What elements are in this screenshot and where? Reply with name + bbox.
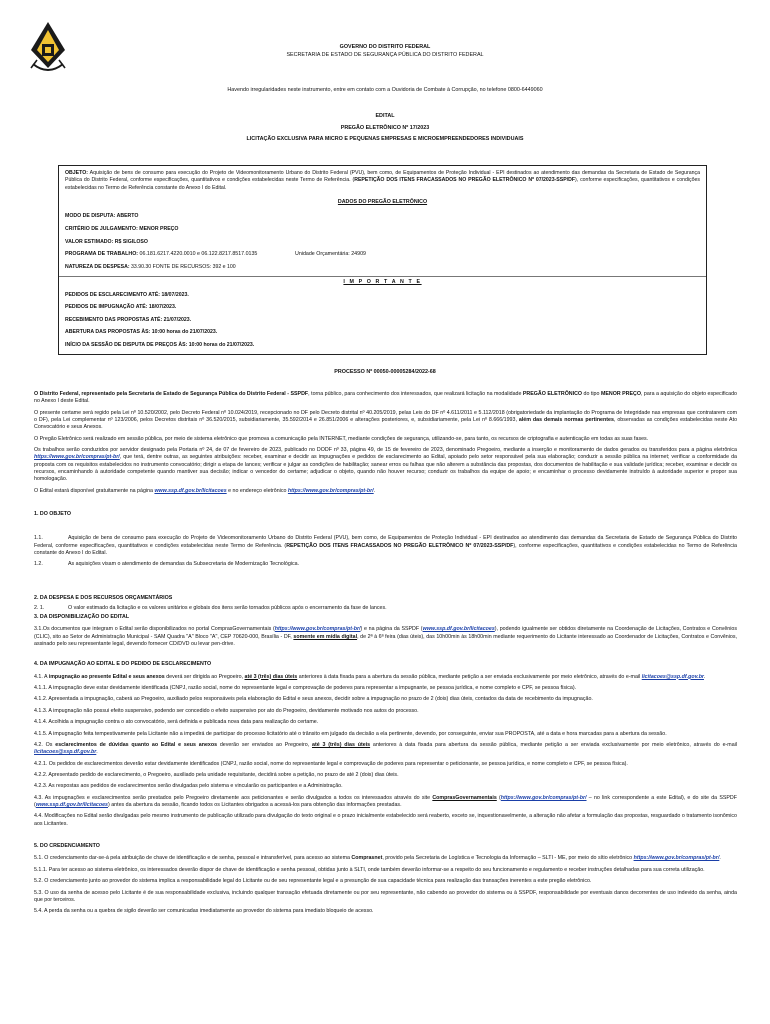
modo-disputa: MODO DE DISPUTA: ABERTO <box>65 213 139 220</box>
link-compras[interactable]: https://www.gov.br/compras/pt-br/ <box>633 855 720 862</box>
clause-4-1-3: 4.1.3. A impugnação não possui efeito suspensivo, podendo ser concedido o efeito suspensivo por ato do Pregoeiro, devidamente motivado nos autos do processo. <box>34 707 419 714</box>
processo-number: PROCESSO Nº 00050-00005284/2022-68 <box>334 369 436 375</box>
clause-3-1: 3.1.Os documentos que integram o Edital serão disponibilizados no portal ComprasGovernamentais (https://www.gov.br/compras/pt-br/) e na página da SSPDF (www.ssp.df.gov.br/licitacoes), podendo igualmente ser obtidos diretamente na Coordenação de Licitações, Contratos e Convênios (CLIC), sito ao Setor de Administração Municipal - SAM Quadra "A" Bloco "A", CEP 70620-000, Brasília - DF, somente em mídia digital, de 2ª à 6ª feira (dias úteis), das 10h00min às 18h00min mediante requerimento do Licitante interessado ao Coordenador de Licitações, Contratos e Convênios, assinado pelo seu representante legal, devendo fornecer CD/DVD ou levar pen-drive. <box>34 626 737 647</box>
header-licitacao: LICITAÇÃO EXCLUSIVA PARA MICRO E PEQUENAS EMPRESAS E MICROEMPREENDEDORES INDIVIDUAIS <box>246 136 524 142</box>
clause-4-2-3: 4.2.3. As respostas aos pedidos de esclarecimentos serão divulgadas pelo sistema e vincularão os participantes e a Administração. <box>34 783 343 790</box>
paragraph-legislation: O presente certame será regido pela Lei nº 10.520/2002, pelo Decreto Federal nº 10.024/2019, recepcionado no DF pelo Decreto distrital nº 40.205/2019, pelas Leis do DF nº 4.611/2011 e 5.112/2018 (obrigatoriedade da implantação do Programa de Integridade nas empresas que contratarem com o DF), pela Lei complementar nº 123/2006, pelos Decretos distritais nº 36.520/2015, subsidiariamente, 35.592/2014 e 26.851/2006 e alterações posteriores, e, subsidiariamente, pela Lei nº 8.666/1993, além das demais normas pertinentes, observadas as condições estabelecidas neste Ato Convocatório e seus Anexos. <box>34 409 738 431</box>
importante-title: I M P O R T A N T E <box>343 279 422 286</box>
clause-5-3: 5.3. O uso da senha de acesso pelo Licitante é de sua responsabilidade exclusiva, incluindo qualquer transação efetuada diretamente ou por seu representante, não cabendo ao provedor do sistema ou à SSPDF, responsabilidade por eventuais danos decorrentes de uso indevido da senha, ainda que por terceiros. <box>34 889 737 903</box>
pedidos-impugnacao: PEDIDOS DE IMPUGNAÇÃO ATÉ: 18/07/2023. <box>65 304 177 311</box>
link-compras[interactable]: https://www.gov.br/compras/pt-br/ <box>274 626 361 633</box>
criterio-julgamento: CRITÉRIO DE JULGAMENTO: MENOR PREÇO <box>65 225 179 232</box>
header-ouvidoria: Havendo irregularidades neste instrumento, entre em contato com a Ouvidoria de Combate à Corrupção, no telefone 0800-6449060 <box>227 87 543 93</box>
clause-4-1-5: 4.1.5. A impugnação feita tempestivamente pela Licitante não a impedirá de participar do processo licitatório até o trânsito em julgado da decisão a ela pertinente, devendo, por conseguinte, enviar sua PROPOSTA, até a data e hora marcadas para a abertura da sessão. <box>34 730 667 737</box>
inicio-sessao: INÍCIO DA SESSÃO DE DISPUTA DE PREÇOS ÀS: 10:00 horas do 21/07/2023. <box>65 341 255 348</box>
document-body <box>34 391 737 920</box>
valor-estimado: VALOR ESTIMADO: R$ SIGILOSO <box>65 238 148 245</box>
link-email-licitacoes[interactable]: licitacoes@ssp.df.gov.br <box>641 673 704 680</box>
clause-4-1: 4.1. A impugnação ao presente Edital e seus anexos deverá ser dirigida ao Pregoeiro, até 3 (três) dias úteis anteriores à data fixada para a abertura da sessão pública, mediante petição a ser enviada exclusivamente por meio eletrônico, através do e-mail licitacoes@ssp.df.gov.br. <box>34 673 706 680</box>
section-3-heading: 3. DA DISPONIBILIZAÇÃO DO EDITAL <box>34 614 130 621</box>
link-ssp-licitacoes[interactable]: www.ssp.df.gov.br/licitacoes <box>422 626 495 633</box>
clause-5-1-1: 5.1.1. Para ter acesso ao sistema eletrônico, os interessados deverão dispor de chave de identificação e senha pessoal, obtidas junto à SLTI, onde também deverão informar-se a respeito do seu funcionamento e regulamento e receber instruções detalhadas para sua correta utilização. <box>34 866 705 873</box>
summary-box <box>58 165 707 355</box>
paragraph-pregao: O Pregão Eletrônico será realizado em sessão pública, por meio de sistema eletrônico que promova a comunicação pela INTERNET, mediante condições de segurança, utilizando-se, para tanto, os recursos de criptografia e autenticação em todas as suas fases. <box>34 435 649 442</box>
clause-4-1-4: 4.1.4. Acolhida a impugnação contra o ato convocatório, será definida e publicada nova data para realização do certame. <box>34 719 319 726</box>
pedidos-esclarecimento: PEDIDOS DE ESCLARECIMENTO ATÉ: 18/07/2023. <box>65 291 189 298</box>
paragraph-intro: O Distrito Federal, representado pela Secretaria de Estado de Segurança Pública do Distrito Federal - SSPDF, torna público, para conhecimento dos interessados, que realizará licitação na modalidade PREGÃO ELETRÔNICO do tipo MENOR PREÇO, para a aquisição do objeto especificado no Anexo I deste Edital. <box>34 391 738 405</box>
section-2-heading: 2. DA DESPESA E DOS RECURSOS ORÇAMENTÁRIOS <box>34 594 173 601</box>
dados-title: DADOS DO PREGÃO ELETRÔNICO <box>337 199 428 206</box>
clause-4-3: 4.3. As impugnações e esclarecimentos serão prestados pelo Pregoeiro diretamente aos peticionantes e serão divulgados a todos os interessados através do site ComprasGovernamentais (https://www.gov.br/compras/pt-br/ – no link correspondente a este Edital), e do site da SSPDF (www.ssp.df.gov.br/licitacoes) antes da abertura da sessão, ficando todos os Licitantes obrigados a acessá-los para obtenção das informações prestadas. <box>34 794 737 809</box>
header-secretaria: SECRETARIA DE ESTADO DE SEGURANÇA PÚBLICA DO DISTRITO FEDERAL <box>286 52 484 58</box>
section-5-heading: 5. DO CREDENCIAMENTO <box>34 843 100 850</box>
coat-of-arms-logo <box>29 20 67 78</box>
clause-2-1: 2. 1. O valor estimado da licitação e os valores unitários e globais dos itens serão tornados públicos após o encerramento da fase de lances. <box>34 604 387 611</box>
section-4-heading: 4. DA IMPUGNAÇÃO AO EDITAL E DO PEDIDO DE ESCLARECIMENTO <box>34 661 212 668</box>
clause-4-1-1: 4.1.1. A impugnação deve estar devidamente identificada (CNPJ, razão social, nome do representante legal e comprovação de poderes para representar a impugnante, se pessoa jurídica, e nome completo e CPF, se pessoa física). <box>34 684 577 691</box>
link-compras[interactable]: https://www.gov.br/compras/pt-br/ <box>34 454 120 461</box>
natureza-despesa: NATUREZA DE DESPESA: 33.90.30 FONTE DE RECURSOS: 392 e 100 <box>65 263 236 270</box>
clause-5-1: 5.1. O credenciamento dar-se-á pela atribuição de chave de identificação e de senha, pessoal e intransferível, para acesso ao sistema Comprasnet, provido pela Secretaria de Logística e Tecnologia da Informação – SLTI - ME, por meio do sítio eletrônico https://www.gov.br/compras/pt-br/. <box>34 855 721 862</box>
section-1-heading: 1. DO OBJETO <box>34 510 71 517</box>
clause-5-4: 5.4. A perda da senha ou a quebra de sigilo deverão ser comunicadas imediatamente ao provedor do sistema para imediato bloqueio de acesso. <box>34 908 374 915</box>
link-compras[interactable]: https://www.gov.br/compras/pt-br/ <box>500 794 587 801</box>
unidade-orcamentaria: Unidade Orçamentária: 24909 <box>295 251 366 258</box>
header-pregao: PREGÃO ELETRÔNICO Nº 17/2023 <box>340 125 430 131</box>
link-ssp-licitacoes[interactable]: www.ssp.df.gov.br/licitacoes <box>35 802 108 809</box>
clause-4-2: 4.2. Os esclarecimentos de dúvidas quanto ao Edital e seus anexos deverão ser enviados ao Pregoeiro, até 3 (três) dias úteis anteriores à data fixada para abertura da sessão pública, mediante petição a ser enviada exclusivamente por meio eletrônico, através do e-mail licitacoes@ssp.df.gov.br. <box>34 741 737 756</box>
clause-4-2-2: 4.2.2. Apresentado pedido de esclarecimento, o Pregoeiro, auxiliado pela unidade requisitante, decidirá sobre a petição, no prazo de até 2 (dois) dias úteis. <box>34 772 399 779</box>
link-ssp-licitacoes[interactable]: www.ssp.df.gov.br/licitacoes <box>154 487 227 494</box>
clause-4-2-1: 4.2.1. Os pedidos de esclarecimentos deverão estar devidamente identificados (CNPJ, razão social, nome do representante legal e comprovação de poderes para representar o peticionante, se pessoa jurídica, e nome completo e CPF, se pessoa física). <box>34 760 628 767</box>
objeto-paragraph: OBJETO: Aquisição de bens de consumo para execução do Projeto de Videomonitoramento Urbano do Distrito Federal (PVU), bem como, de Equipamentos de Proteção Individual - EPI destinados ao atendimento das demandas da Secretaria de Estado de Segurança Pública do Distrito Federal, conforme especificações, quantitativos e condições estabelecidas neste Termo de Referência. (REPETIÇÃO DOS ITENS FRACASSADOS NO PREGÃO ELETRÔNICO Nº 07/2023-SSP/DF), conforme especificações, quantitativos e condições estabelecidas no Termo de Referência constante do Anexo I do Edital. <box>65 170 700 191</box>
paragraph-trabalhos: Os trabalhos serão conduzidos por servidor designado pela Portaria nº 24, de 07 de fevereiro de 2023, publicado no DODF nº 33, página 49, de 15 de fevereiro de 2023, denominado Pregoeiro, mediante a inserção e monitoramento de dados gerados ou transferidos para a página eletrônica https://www.gov.br/compras/pt-br/, que terá, dentre outras, as seguintes atribuições: receber, examinar e decidir as impugnações e pedidos de esclarecimento ao Edital, apoiado pelo setor responsável pela sua elaboração; conduzir a sessão pública na internet; verificar a conformidade da proposta com os requisitos estabelecidos no instrumento convocatório; dirigir a etapa de lances; verificar e julgar as condições de habilitação; sanear erros ou falhas que não alterem a substância das propostas, dos documentos de habilitação e sua validade jurídica; receber, examinar e decidir os recursos, encaminhando à autoridade competente quando mantiver sua decisão; indicar o vencedor do certame; adjudicar o objeto, quando não houver recurso; conduzir os trabalhos da equipe de apoio; e encaminhar o processo devidamente instruído à autoridade superior e propor sua homologação. <box>34 447 737 483</box>
clause-4-1-2: 4.1.2. Apresentada a impugnação, caberá ao Pregoeiro, auxiliado pelos responsáveis pela elaboração do Edital e seus anexos, decidir sobre a impugnação no prazo de 2 (dois) dias úteis, contados da data de recebimento da impugnação. <box>34 696 593 703</box>
clause-1-2: 1.2. As aquisições visam o atendimento de demandas da Subsecretaria de Modernização Tecnológica. <box>34 561 300 568</box>
header-gov: GOVERNO DO DISTRITO FEDERAL <box>339 44 431 50</box>
clause-1-1: 1.1. Aquisição de bens de consumo para execução do Projeto de Videomonitoramento Urbano do Distrito Federal (PVU), bem como, de Equipamentos de Proteção Individual - EPI destinados ao atendimento das demandas da Secretaria de Estado de Segurança Pública do Distrito Federal, conforme especificações, quantitativos e condições estabelecidas neste Termo de Referência. (REPETIÇÃO DOS ITENS FRACASSADOS NO PREGÃO ELETRÔNICO Nº 07/2023-SSP/DF), conforme especificações, quantitativos e condições estabelecidas no Termo de Referência constante do Anexo I do Edital. <box>34 535 737 556</box>
link-compras[interactable]: https://www.gov.br/compras/pt-br/ <box>287 487 374 494</box>
programa-row: PROGRAMA DE TRABALHO: 06.181.6217.4220.0010 e 06.122.8217.8517.0135 Unidade Orçamentária: 24909 <box>65 251 366 258</box>
paragraph-edital-disponivel: O Edital estará disponível gratuitamente na página www.ssp.df.gov.br/licitacoes e no endereço eletrônico https://www.gov.br/compras/pt-br/. <box>34 487 376 494</box>
clause-5-2: 5.2. O credenciamento junto ao provedor do sistema implica a responsabilidade legal do Licitante ou de seu representante legal e a presunção de sua capacidade técnica para realização das transações inerentes a este pregão eletrônico. <box>34 878 592 885</box>
header-edital: EDITAL <box>375 113 395 119</box>
link-email-licitacoes[interactable]: licitacoes@ssp.df.gov.br <box>34 749 97 756</box>
box-divider <box>59 276 706 277</box>
abertura-propostas: ABERTURA DAS PROPOSTAS ÀS: 10:00 horas do 21/07/2023. <box>65 329 218 336</box>
recebimento-propostas: RECEBIMENTO DAS PROPOSTAS ATÉ: 21/07/2023. <box>65 316 192 323</box>
clause-4-4: 4.4. Modificações no Edital serão divulgadas pelo mesmo instrumento de publicação utilizado para divulgação do texto original e o prazo inicialmente estabelecido será reaberto, exceto se, inquestionavelmente, a alteração não afetar a formulação das propostas, resguardado o tratamento isonômico aos Licitantes. <box>34 813 737 827</box>
